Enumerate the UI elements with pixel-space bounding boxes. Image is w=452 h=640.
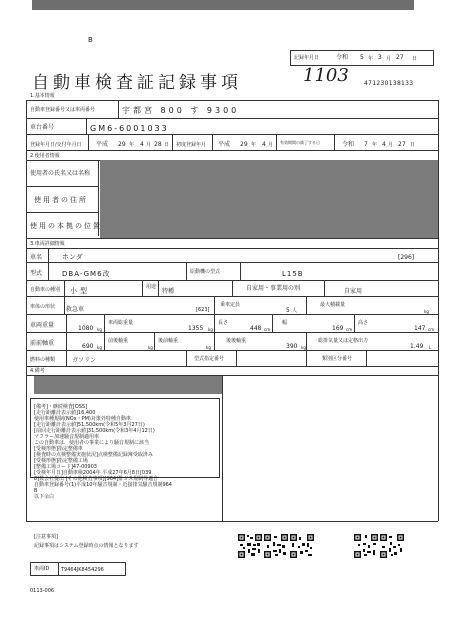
rule	[172, 134, 173, 150]
scan-top-bar	[32, 0, 414, 10]
rule	[66, 314, 67, 332]
expiry-year: 7	[364, 141, 368, 148]
record-date-month-unit: 月	[386, 56, 392, 62]
vehicle-id-label: 車両ID	[34, 566, 50, 572]
record-date-day: 27	[396, 54, 404, 61]
section-basic-title: 1.基本情報	[30, 93, 55, 99]
rule	[186, 262, 187, 280]
weight-value: 1080	[78, 325, 94, 332]
engine-label: 原動機の型式	[190, 269, 221, 275]
displacement-label: 総排気量又は定格出力	[318, 338, 369, 344]
rule	[86, 118, 87, 134]
max-load-label: 最大積載量	[320, 302, 346, 308]
fuel-label: 燃料の種類	[30, 357, 56, 363]
remark-line: 8]数会社提出 [その他検査事項][964]排ガス規制等適合	[34, 476, 159, 482]
maker-label: 車名	[30, 254, 43, 261]
fuel-value: ガソリン	[72, 357, 97, 364]
front-rear-label: 前後軸重	[108, 338, 129, 344]
rule	[142, 280, 143, 296]
rule	[306, 332, 307, 350]
rule	[118, 100, 119, 118]
width-value: 169	[332, 325, 344, 332]
rule	[272, 314, 273, 332]
remark-line: [受検形態]指定整備車	[34, 446, 83, 452]
record-date-year-unit: 年	[368, 56, 374, 62]
rule	[232, 280, 233, 296]
rule	[212, 134, 213, 150]
displacement-value: 1.49	[410, 343, 424, 350]
engine-value: L15B	[282, 270, 304, 278]
expiry-year-unit: 年	[372, 142, 378, 148]
rule	[222, 375, 223, 521]
front-rear-unit: kg	[148, 345, 153, 350]
remark-line: [走行距離計表示値]16,400	[34, 410, 96, 416]
rule	[354, 314, 355, 332]
first-reg-label: 登録年月日/交付年月日	[30, 142, 82, 148]
rule	[26, 366, 438, 367]
record-date-year: 5	[360, 54, 364, 61]
weight-unit: kg	[97, 327, 102, 332]
remark-line: マフラー加速騒音規制適用車	[34, 434, 100, 440]
remark-line: B	[34, 488, 38, 494]
rule	[26, 150, 438, 151]
user-base-label: 使用の本拠の位置	[30, 222, 102, 230]
qr-code-4-icon	[354, 534, 378, 558]
remarks-redaction	[34, 376, 222, 394]
rule	[26, 238, 438, 239]
rule	[158, 280, 159, 296]
width-unit: cm	[346, 327, 353, 332]
height-label: 高さ	[358, 320, 369, 326]
rule	[438, 100, 439, 521]
rule	[26, 262, 438, 263]
first-year-month-unit: 月	[268, 142, 274, 148]
displacement-unit: L	[429, 345, 432, 350]
rule	[276, 134, 277, 150]
rule	[104, 314, 105, 332]
record-date-day-unit: 日	[412, 56, 418, 62]
user-info-redaction	[100, 160, 438, 238]
user-address-label: 使用者の住所	[34, 196, 88, 204]
reg-number-value: 宇都宮 800 す 9300	[122, 106, 240, 115]
vehicle-id-value: T9464JK8454296	[61, 567, 104, 573]
rule	[186, 350, 187, 366]
weight-label: 車両重量	[30, 322, 55, 329]
remark-line: この自動車は、使用者の事業により騒音規制に該当	[34, 440, 150, 446]
rule	[66, 350, 67, 366]
use-label: 用途	[146, 284, 157, 290]
rear-front-label: 後前軸重	[158, 338, 179, 344]
first-year-month: 4	[262, 141, 266, 148]
kind-value: 小型	[70, 287, 90, 295]
user-name-label: 使用者の氏名又は名称	[30, 170, 91, 177]
capacity-label: 乗車定員	[220, 302, 241, 308]
first-reg-day: 28	[154, 141, 162, 148]
remark-line: 使用車種規制(NOx・PM)対策外特種自動車	[34, 416, 131, 422]
expiry-month: 4	[382, 141, 386, 148]
rear-axle-label: 後後軸重	[226, 338, 247, 344]
chassis-value: GM6-6001033	[90, 124, 169, 133]
rule	[366, 350, 367, 366]
first-year-year-unit: 年	[251, 142, 257, 148]
rule	[58, 562, 59, 576]
remark-line: [検査時の点検整備実施状況]点検整備記録簿受取済み	[34, 452, 153, 458]
rule	[64, 296, 65, 314]
width-label: 幅	[282, 320, 288, 326]
remark-line: [前回走行距離計表示値]31,500km(令和3年4月12日)	[34, 428, 155, 434]
remark-line: 自動車登録番号(1)平成10年騒音規制・近接排気騒音規制964	[34, 482, 172, 488]
remark-line: [受検年月日]自動車検2004年 平成27年6月8日[039	[34, 470, 152, 476]
capacity-unit: 人	[292, 308, 298, 314]
height-value: 147	[414, 325, 426, 332]
rule	[26, 521, 438, 522]
first-reg-month: 4	[140, 141, 144, 148]
remarks-list	[34, 404, 172, 500]
first-reg-year-unit: 年	[129, 142, 135, 148]
gross-unit: kg	[208, 327, 213, 332]
record-date-era: 令和	[336, 54, 349, 61]
document-title: 自動車検査証記録事項	[32, 73, 242, 93]
notes-line1: 記録事項はシステム登録時点の情報となります	[34, 543, 139, 549]
rule	[26, 332, 438, 333]
self-use-value: 自家用	[344, 288, 363, 295]
use-value: 特種	[162, 288, 175, 295]
remark-line: 以下余白	[34, 494, 55, 500]
notes-title: [注意事項]	[34, 534, 58, 540]
document-number: 471230138133	[364, 80, 414, 87]
length-unit: cm	[264, 327, 271, 332]
rule	[26, 248, 438, 249]
rear-front-unit: kg	[206, 345, 211, 350]
length-value: 448	[250, 325, 262, 332]
first-reg-day-unit: 日	[164, 142, 170, 148]
section-user-title: 2.使用者情報	[30, 153, 60, 159]
rule	[48, 262, 49, 280]
qr-code-2-icon	[264, 534, 288, 558]
height-unit: cm	[428, 327, 435, 332]
body-value: 救急車	[66, 306, 85, 313]
front-axle-value: 690	[82, 343, 94, 350]
body-code: [623]	[196, 307, 210, 313]
expiry-label: 有効期間の満了する日	[280, 140, 320, 145]
rule	[26, 100, 438, 101]
rule	[154, 332, 155, 350]
rule	[214, 332, 215, 350]
rule	[26, 212, 98, 213]
gross-value: 1355	[188, 325, 204, 332]
rule	[26, 350, 438, 351]
first-reg-month-unit: 月	[146, 142, 152, 148]
gross-label: 車両総重量	[108, 320, 134, 326]
model-value: DBA-GM6改	[62, 270, 111, 278]
b-mark: B	[88, 36, 93, 44]
maker-code: [296]	[398, 254, 415, 261]
capacity-value: 5	[286, 307, 290, 314]
rule	[214, 296, 215, 314]
rule	[88, 134, 89, 150]
rule	[240, 262, 241, 280]
remark-line: [走行距離計表示値]51,500km(令和5年3月27日)	[34, 422, 145, 428]
rule	[26, 296, 438, 297]
rule	[306, 296, 307, 314]
rule	[236, 350, 237, 366]
record-date-label: 記録年月日	[294, 55, 320, 61]
rule	[26, 314, 438, 315]
model-label: 型式	[30, 270, 43, 277]
rule	[26, 186, 98, 187]
type-number-label: 型式指定番号	[194, 356, 225, 362]
first-reg-year: 29	[118, 141, 126, 148]
remark-line: [備考]・継続検査[OSS]	[34, 404, 88, 410]
remark-line: [受検形態]指定整備工場	[34, 458, 88, 464]
rear-axle-unit: kg	[301, 345, 306, 350]
self-use-label: 自家用・事業用の別	[246, 285, 301, 292]
expiry-month-unit: 月	[388, 142, 394, 148]
record-date-month: 3	[378, 54, 382, 61]
rule	[334, 134, 335, 150]
rule	[64, 280, 65, 296]
reg-number-label: 自動車登録番号又は車両番号	[30, 107, 96, 113]
first-year-era: 平成	[218, 141, 231, 148]
first-year-year: 29	[240, 141, 248, 148]
maker-value: ホンダ	[62, 253, 83, 261]
qr-code-3-icon	[290, 534, 314, 558]
length-label: 長さ	[218, 320, 229, 326]
remark-line: [整備工場コード]47-00903	[34, 464, 97, 470]
rule	[26, 118, 438, 119]
qr-code-1-icon	[238, 534, 262, 558]
section-vehicle-title: 3.車両詳細情報	[30, 241, 65, 247]
handwritten-number: 1103	[303, 65, 349, 86]
rule	[66, 332, 67, 350]
front-axle-label: 前前軸重	[30, 340, 55, 347]
rule	[48, 248, 49, 262]
max-load-unit: kg	[424, 309, 429, 314]
first-year-label: 初度登録年月	[176, 142, 207, 148]
footer-code: 0113-006	[30, 588, 55, 594]
body-label: 車体の形状	[30, 304, 56, 310]
rule	[26, 100, 27, 521]
rear-axle-value: 390	[286, 343, 298, 350]
rule	[214, 314, 215, 332]
rule	[104, 332, 105, 350]
first-reg-era: 平成	[96, 141, 109, 148]
class-number-label: 類別区分番号	[322, 356, 353, 362]
qr-code-5-icon	[380, 534, 404, 558]
expiry-day-unit: 日	[410, 142, 416, 148]
front-axle-unit: kg	[97, 345, 102, 350]
kind-label: 自動車の種別	[30, 287, 61, 293]
rule	[324, 280, 325, 296]
expiry-day: 27	[398, 141, 406, 148]
expiry-era: 令和	[342, 141, 355, 148]
section-remarks-title: 4.備考	[30, 368, 45, 374]
rule	[306, 350, 307, 366]
chassis-label: 車台番号	[30, 124, 55, 131]
